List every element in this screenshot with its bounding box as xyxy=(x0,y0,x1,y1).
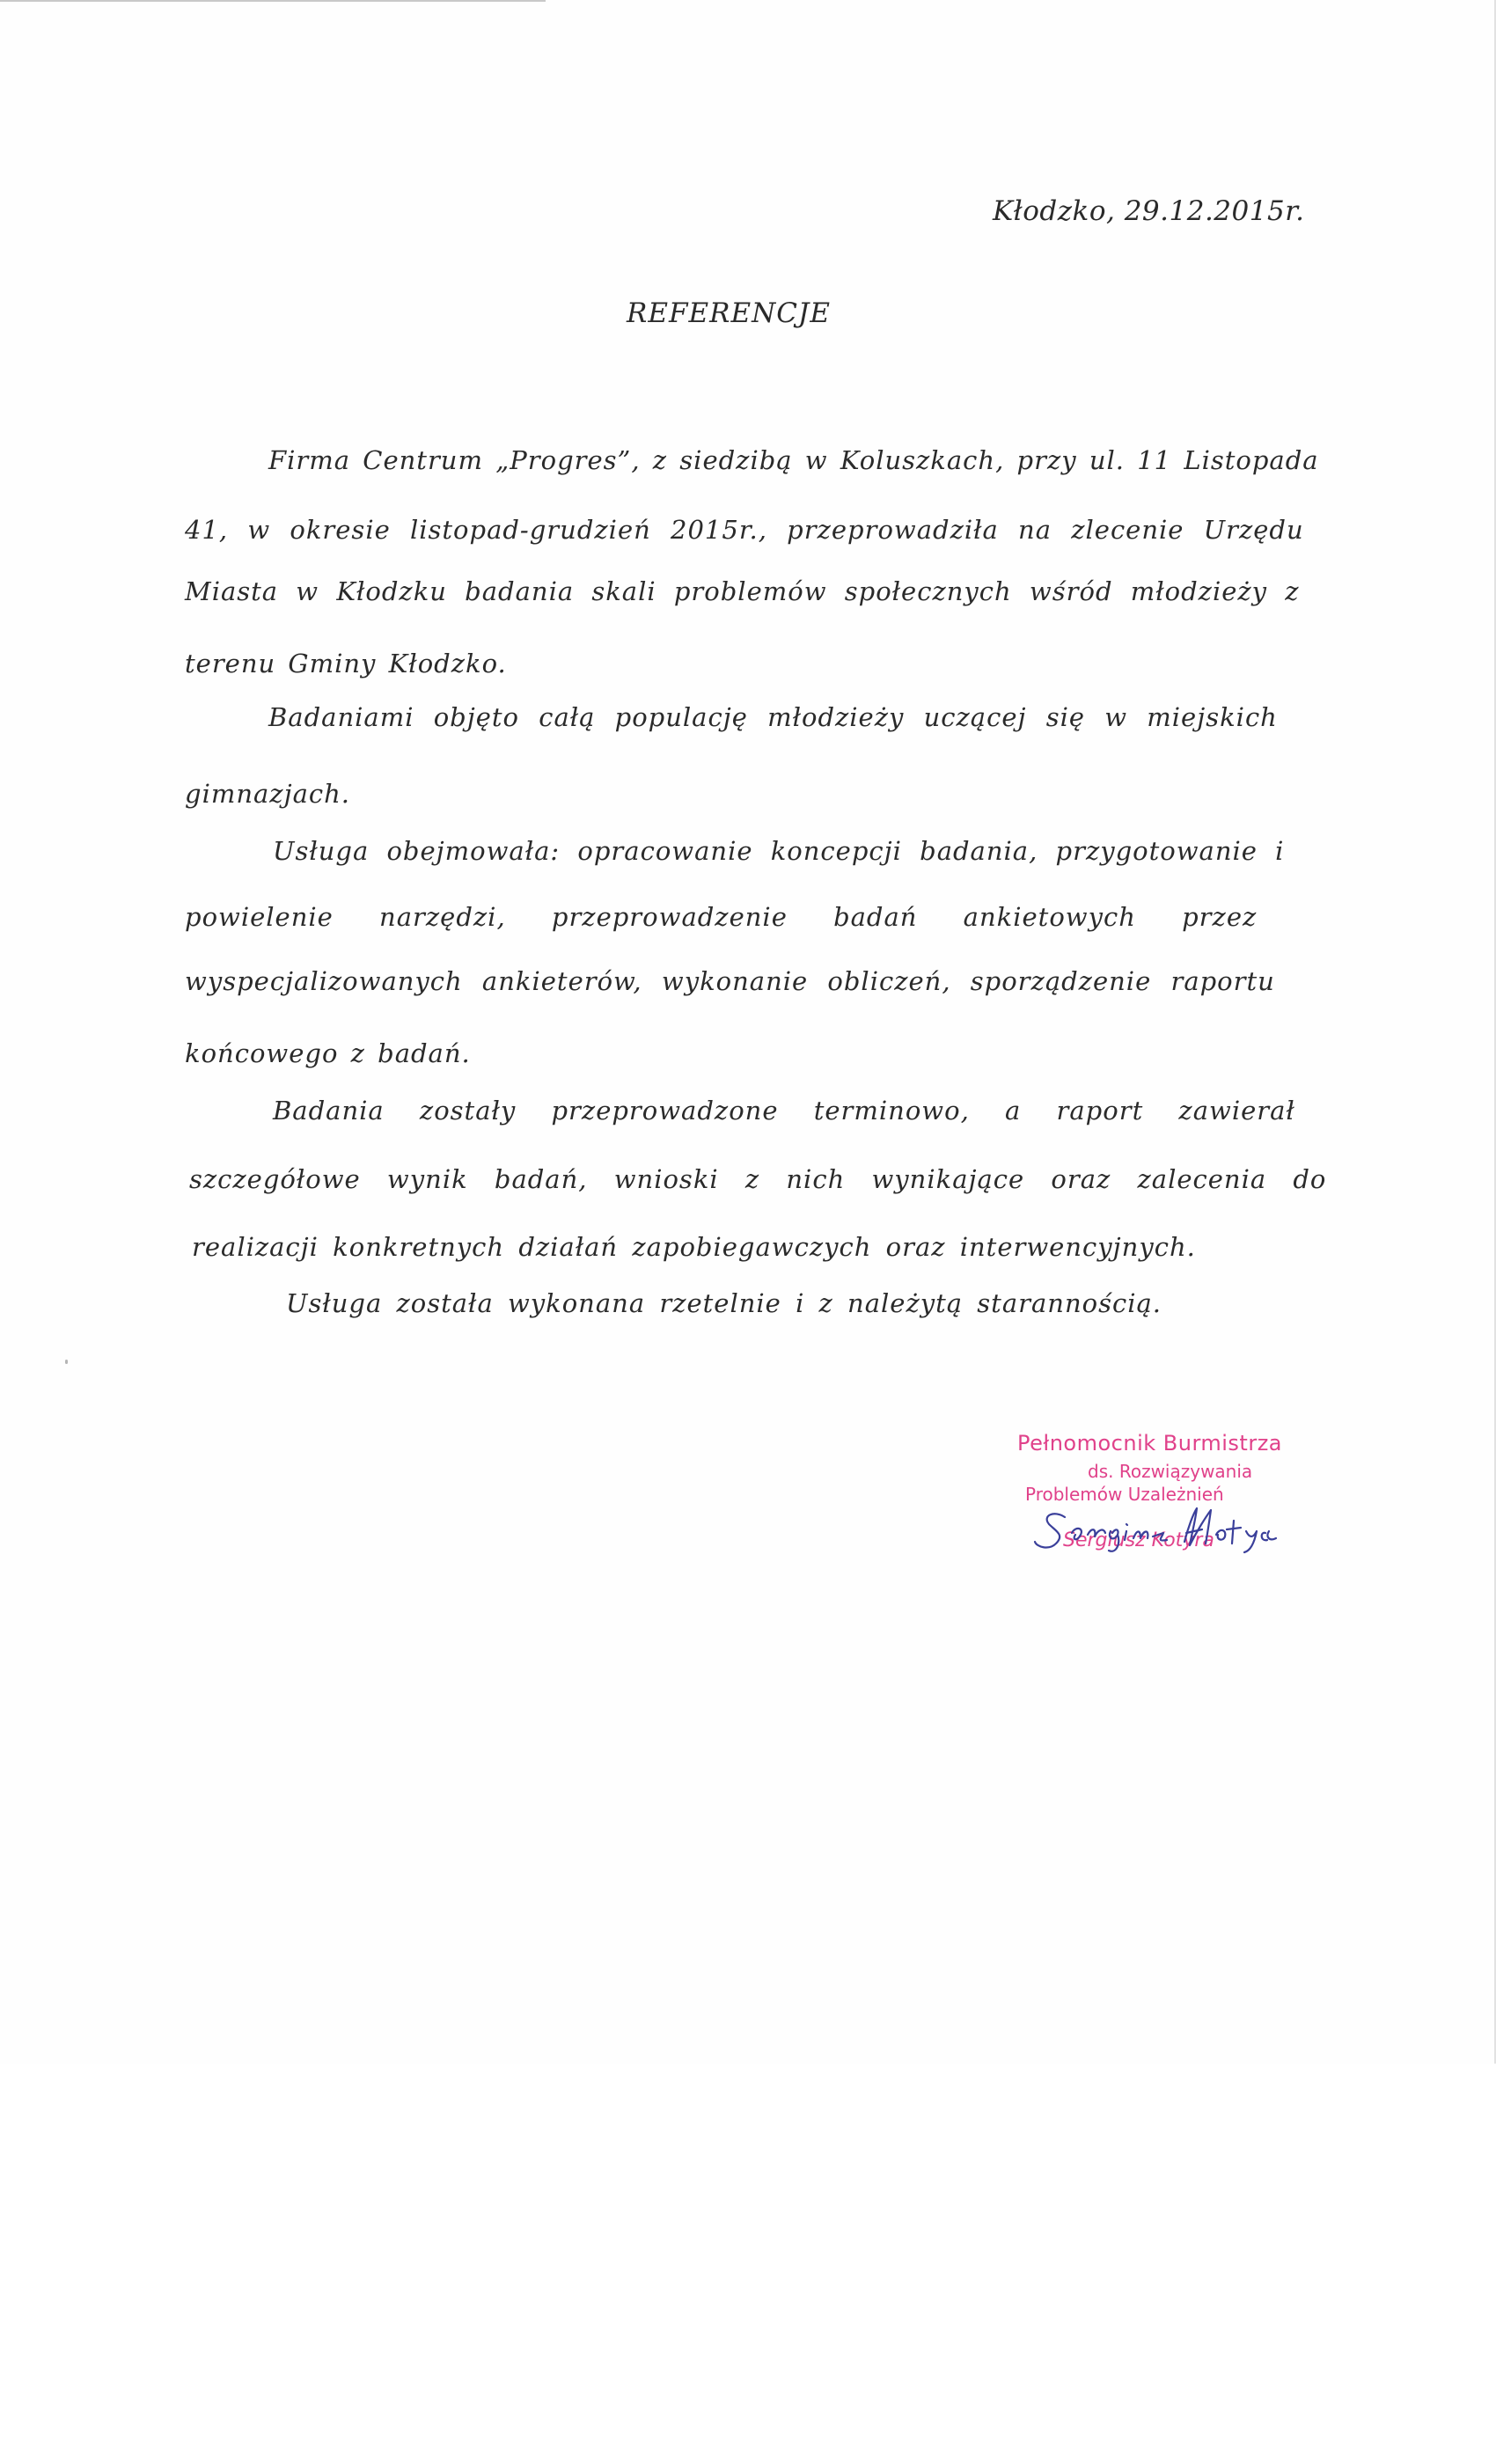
body-line: Badania zostały przeprowadzone terminowo, a raport zawierał xyxy=(273,1096,1295,1126)
body-line: Miasta w Kłodzku badania skali problemów społecznych wśród młodzieży z xyxy=(185,576,1300,606)
body-line: szczegółowe wynik badań, wnioski z nich wynikające oraz zalecenia do xyxy=(189,1164,1327,1194)
body-line: Firma Centrum „Progres”, z siedzibą w Koluszkach, przy ul. 11 Listopada xyxy=(268,445,1319,475)
body-line: Usługa obejmowała: opracowanie koncepcji badania, przygotowanie i xyxy=(273,836,1285,866)
body-line: 41, w okresie listopad-grudzień 2015r., przeprowadziła na zlecenie Urzędu xyxy=(185,515,1304,545)
body-line: Badaniami objęto całą populację młodzieży uczącej się w miejskich xyxy=(268,702,1278,732)
body-line: gimnazjach. xyxy=(185,779,351,809)
document-title: REFERENCJE xyxy=(627,297,831,329)
body-line: końcowego z badań. xyxy=(185,1038,471,1068)
scan-edge-top xyxy=(0,0,546,2)
body-line: terenu Gminy Kłodzko. xyxy=(185,649,507,678)
stamp-line-department: ds. Rozwiązywania xyxy=(1088,1461,1253,1482)
body-line: powielenie narzędzi, przeprowadzenie badań ankietowych przez xyxy=(185,902,1258,932)
scan-speck xyxy=(65,1360,68,1364)
official-stamp xyxy=(994,1426,1329,1575)
handwritten-signature xyxy=(1030,1498,1294,1559)
blank-area xyxy=(0,2064,1496,2464)
body-line: Usługa została wykonana rzetelnie i z należytą starannością. xyxy=(286,1288,1162,1318)
document-date: Kłodzko, 29.12.2015r. xyxy=(993,195,1305,227)
body-line: wyspecjalizowanych ankieterów, wykonanie obliczeń, sporządzenie raportu xyxy=(185,966,1275,996)
stamp-line-department-2: Problemów Uzależnień xyxy=(1025,1484,1224,1505)
stamp-line-name: Sergiusz Kotyra xyxy=(1063,1529,1214,1551)
body-line: realizacji konkretnych działań zapobiegawczych oraz interwencyjnych. xyxy=(192,1232,1196,1262)
stamp-line-title: Pełnomocnik Burmistrza xyxy=(1017,1431,1283,1456)
